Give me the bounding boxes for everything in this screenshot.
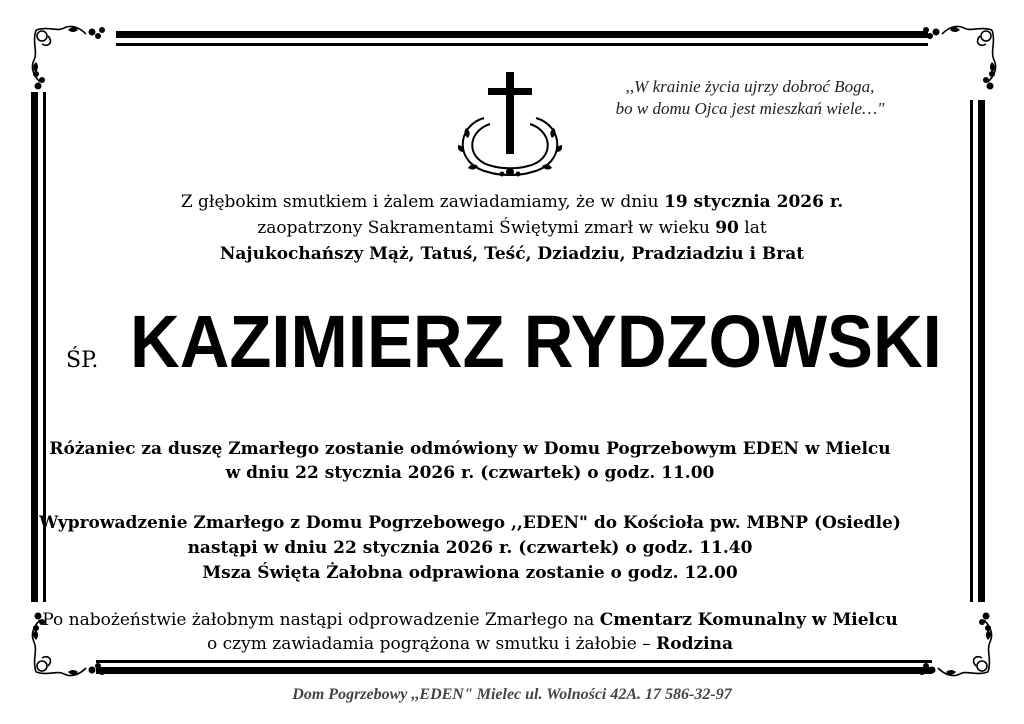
announcement-intro: [100, 189, 924, 267]
intro-line-1: [100, 189, 924, 215]
burial-text: o czym zawiadamia pogrążona w smutku i żałobie –: [207, 634, 657, 654]
frame-top-bar-thick: [116, 31, 928, 38]
frame-bottom-bar-thick: [96, 667, 932, 674]
floral-corner-icon: [916, 610, 996, 680]
frame-right-bar-thick: [978, 100, 985, 602]
rosary-line-1: Różaniec za duszę Zmarłego zostanie odmówiony w Domu Pogrzebowym EDEN w Mielcu: [49, 439, 891, 459]
intro-line-2: [100, 215, 924, 241]
intro-text: Z głębokim smutkiem i żalem zawiadamiamy, że w dniu: [180, 192, 664, 212]
family-signature: Rodzina: [656, 634, 733, 654]
bible-quote: [560, 76, 940, 120]
burial-line-1: [20, 608, 920, 632]
cross-wreath-emblem: [448, 68, 572, 180]
procession-line-3: Msza Święta Żałobna odprawiona zostanie o godz. 12.00: [202, 563, 738, 583]
deceased-name: KAZIMIERZ RYDZOWSKI: [130, 300, 942, 383]
burial-line-2: [20, 632, 920, 656]
floral-corner-icon: [28, 22, 108, 92]
age: 90: [715, 218, 739, 238]
quote-line-2: bo w domu Ojca jest mieszkań wiele…": [615, 99, 885, 118]
intro-text: lat: [738, 218, 767, 238]
deceased-name-row: [50, 296, 970, 392]
intro-text: zaopatrzony Sakramentami Świętymi zmarł w wieku: [257, 218, 716, 238]
procession-line-1: Wyprowadzenie Zmarłego z Domu Pogrzebowego ,,EDEN" do Kościoła pw. MBNP (Osiedle): [39, 513, 901, 533]
rosary-line-2: w dniu 22 stycznia 2026 r. (czwartek) o godz. 11.00: [225, 463, 715, 483]
intro-line-3: [100, 241, 924, 267]
deceased-prefix: ŚP.: [66, 348, 99, 373]
procession-line-2: nastąpi w dniu 22 stycznia 2026 r. (czwartek) o godz. 11.40: [187, 538, 753, 558]
frame-top-bar-thin: [116, 43, 928, 46]
quote-line-1: ,,W krainie życia ujrzy dobroć Boga,: [625, 77, 875, 96]
family-roles: Najukochańszy Mąż, Tatuś, Teść, Dziadziu, Pradziadziu i Brat: [219, 244, 805, 264]
cemetery-name: Cmentarz Komunalny w Mielcu: [599, 610, 898, 630]
death-date: 19 stycznia 2026 r.: [663, 192, 844, 212]
frame-bottom-bar-thin: [96, 660, 932, 663]
frame-right-bar-thin: [970, 100, 973, 602]
funeral-home-footer: Dom Pogrzebowy ,,EDEN" Mielec ul. Wolności 42A. 17 586-32-97: [292, 686, 732, 703]
cross-icon: [488, 72, 532, 154]
burial-text: Po nabożeństwie żałobnym nastąpi odprowadzenie Zmarłego na: [42, 610, 600, 630]
